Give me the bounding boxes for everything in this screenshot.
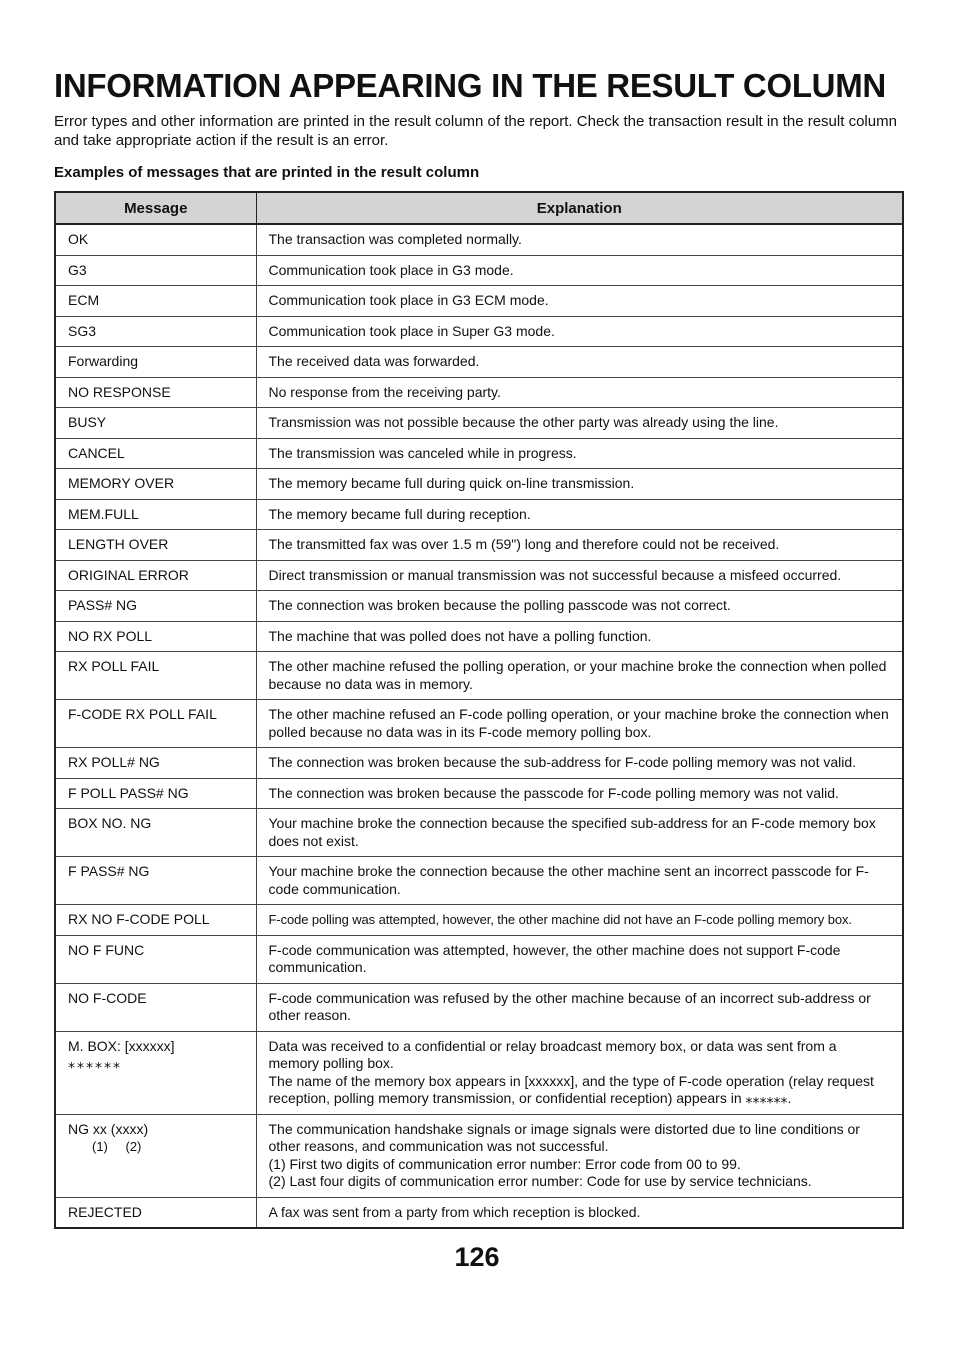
table-row: [55, 347, 903, 378]
explanation-cell: [256, 408, 903, 439]
explanation-text: The machine that was polled does not have a polling function.: [268, 627, 652, 644]
explanation-cell: [256, 286, 903, 317]
header-message: Message: [55, 192, 256, 224]
message-cell: [55, 652, 256, 700]
message-text: F POLL PASS# NG: [68, 784, 189, 801]
table-row: [55, 408, 903, 439]
page-number: 126: [454, 1242, 500, 1272]
explanation-cell: [256, 935, 903, 983]
message-text: NO RX POLL: [68, 627, 153, 644]
message-text: BOX NO. NG: [68, 815, 152, 831]
explanation-cell: [256, 591, 903, 622]
explanation-text: Communication took place in G3 ECM mode.: [268, 292, 549, 308]
table-row: [55, 224, 903, 255]
table-row: [55, 935, 903, 983]
explanation-text: F-code communication was attempted, however, the other machine does not support F-code communication.: [268, 941, 841, 975]
table-row: [55, 438, 903, 469]
message-text: M. BOX: [xxxxxx]: [68, 1037, 175, 1054]
message-text: NG xx (xxxx): [68, 1120, 149, 1137]
table-row: [55, 1114, 903, 1197]
header-explanation: Explanation: [256, 192, 903, 224]
message-cell: [55, 377, 256, 408]
explanation-cell: [256, 316, 903, 347]
message-extra: (1) (2): [92, 1139, 142, 1154]
table-row: [55, 905, 903, 936]
explanation-text: Your machine broke the connection because the specified sub-address for an F-code memory box does not exist.: [268, 815, 876, 849]
message-extra: ⁎⁎⁎⁎⁎⁎: [68, 1055, 122, 1071]
table-row: [55, 621, 903, 652]
explanation-cell: [256, 905, 903, 936]
explanation-text: F-code communication was refused by the other machine because of an incorrect sub-address or other reason.: [268, 989, 871, 1023]
intro-paragraph: Error types and other information are printed in the result column of the report. Check the transaction result in the result column and take appropriate action if the result is an error.: [54, 113, 897, 149]
table-row: [55, 700, 903, 748]
explanation-text: The transmitted fax was over 1.5 m (59") long and therefore could not be received.: [268, 536, 780, 552]
message-text: F PASS# NG: [68, 863, 150, 879]
explanation-cell: [256, 1197, 903, 1228]
explanation-text: The name of the memory box appears in [xxxxxx], and the type of F-code operation (relay request reception, polling memory transmission, or confidential reception) appears in ⁎⁎⁎⁎⁎⁎.: [268, 1072, 874, 1106]
table-row: [55, 1197, 903, 1228]
message-cell: [55, 286, 256, 317]
message-text: RX POLL# NG: [68, 754, 160, 770]
explanation-text: (1) First two digits of communication error number: Error code from 00 to 99.: [268, 1155, 741, 1172]
explanation-cell: [256, 347, 903, 378]
message-cell: [55, 935, 256, 983]
table-row: [55, 499, 903, 530]
message-text: RX POLL FAIL: [68, 658, 160, 674]
explanation-text: The transaction was completed normally.: [268, 231, 522, 247]
message-text: G3: [68, 261, 87, 278]
explanation-cell: [256, 255, 903, 286]
message-cell: [55, 1031, 256, 1114]
explanation-text: The connection was broken because the sub-address for F-code polling memory was not valid.: [268, 754, 857, 770]
message-text: ECM: [68, 292, 100, 308]
explanation-cell: [256, 1031, 903, 1114]
explanation-cell: [256, 857, 903, 905]
result-messages-table: [54, 191, 904, 1229]
message-cell: [55, 560, 256, 591]
explanation-text: The other machine refused an F-code polling operation, or your machine broke the connection when polled because no data was in its F-code memory polling box.: [268, 706, 889, 740]
explanation-text: No response from the receiving party.: [268, 383, 501, 400]
message-text: ORIGINAL ERROR: [68, 566, 189, 583]
explanation-text: Transmission was not possible because the other party was already using the line.: [268, 414, 779, 430]
message-cell: [55, 438, 256, 469]
explanation-text: The transmission was canceled while in progress.: [268, 444, 577, 461]
message-cell: [55, 530, 256, 561]
explanation-cell: [256, 983, 903, 1031]
message-text: OK: [68, 231, 89, 247]
explanation-cell: [256, 469, 903, 500]
message-text: F-CODE RX POLL FAIL: [68, 706, 217, 722]
table-row: [55, 316, 903, 347]
table-row: [55, 255, 903, 286]
message-text: LENGTH OVER: [68, 536, 169, 552]
table-row: [55, 286, 903, 317]
message-text: NO RESPONSE: [68, 383, 171, 400]
message-text: CANCEL: [68, 444, 125, 461]
page-title: INFORMATION APPEARING IN THE RESULT COLUMN: [54, 67, 886, 104]
explanation-text: The connection was broken because the polling passcode was not correct.: [268, 597, 731, 613]
message-cell: [55, 983, 256, 1031]
message-cell: [55, 1114, 256, 1197]
table-row: [55, 530, 903, 561]
explanation-cell: [256, 652, 903, 700]
message-cell: [55, 255, 256, 286]
explanation-text: The communication handshake signals or image signals were distorted due to line conditions or other reasons, and communication was not successful.: [268, 1120, 860, 1154]
explanation-text: Data was received to a confidential or relay broadcast memory box, or data was sent from a memory polling box.: [268, 1037, 837, 1071]
message-cell: [55, 778, 256, 809]
explanation-text: Communication took place in G3 mode.: [268, 261, 514, 278]
message-cell: [55, 700, 256, 748]
message-cell: [55, 316, 256, 347]
message-cell: [55, 347, 256, 378]
message-text: MEMORY OVER: [68, 475, 175, 491]
message-text: NO F-CODE: [68, 989, 147, 1006]
explanation-text: The memory became full during quick on-line transmission.: [268, 475, 635, 491]
explanation-cell: [256, 438, 903, 469]
message-text: Forwarding: [68, 353, 139, 369]
table-row: [55, 469, 903, 500]
table-row: [55, 377, 903, 408]
message-text: MEM.FULL: [68, 505, 139, 522]
message-cell: [55, 1197, 256, 1228]
table-row: [55, 748, 903, 779]
message-text: SG3: [68, 322, 97, 339]
explanation-cell: [256, 377, 903, 408]
table-body: [55, 224, 903, 1228]
explanation-cell: [256, 560, 903, 591]
explanation-cell: [256, 700, 903, 748]
explanation-text: A fax was sent from a party from which reception is blocked.: [268, 1203, 641, 1220]
message-cell: [55, 621, 256, 652]
explanation-cell: [256, 621, 903, 652]
message-cell: [55, 591, 256, 622]
explanation-text: The other machine refused the polling operation, or your machine broke the connection when polled because no data was in memory.: [268, 658, 887, 692]
explanation-text: F-code polling was attempted, however, the other machine did not have an F-code polling memory box.: [268, 912, 852, 927]
message-cell: [55, 469, 256, 500]
message-cell: [55, 905, 256, 936]
explanation-text: (2) Last four digits of communication error number: Code for use by service technicians.: [268, 1173, 812, 1189]
table-row: [55, 560, 903, 591]
explanation-text: Your machine broke the connection because the other machine sent an incorrect passcode for F-code communication.: [268, 863, 869, 897]
explanation-cell: [256, 224, 903, 255]
explanation-text: Communication took place in Super G3 mode.: [268, 322, 555, 339]
table-row: [55, 809, 903, 857]
table-caption: Examples of messages that are printed in the result column: [54, 164, 480, 181]
table-row: [55, 778, 903, 809]
table-row: [55, 1031, 903, 1114]
message-cell: [55, 499, 256, 530]
explanation-cell: [256, 748, 903, 779]
table-header-row: [55, 192, 903, 224]
message-cell: [55, 224, 256, 255]
explanation-cell: [256, 499, 903, 530]
table-row: [55, 652, 903, 700]
message-cell: [55, 748, 256, 779]
message-text: BUSY: [68, 414, 107, 430]
message-text: PASS# NG: [68, 597, 137, 613]
message-cell: [55, 809, 256, 857]
explanation-cell: [256, 530, 903, 561]
message-text: NO F FUNC: [68, 941, 145, 958]
explanation-cell: [256, 1114, 903, 1197]
table-row: [55, 857, 903, 905]
explanation-text: The connection was broken because the passcode for F-code polling memory was not valid.: [268, 784, 839, 801]
explanation-text: The received data was forwarded.: [268, 353, 480, 369]
explanation-cell: [256, 778, 903, 809]
table-row: [55, 591, 903, 622]
message-cell: [55, 408, 256, 439]
explanation-cell: [256, 809, 903, 857]
message-text: REJECTED: [68, 1203, 142, 1220]
message-text: RX NO F-CODE POLL: [68, 911, 210, 927]
explanation-text: Direct transmission or manual transmission was not successful because a misfeed occurred.: [268, 566, 842, 583]
message-cell: [55, 857, 256, 905]
explanation-text: The memory became full during reception.: [268, 505, 531, 522]
document-page: [54, 66, 902, 1229]
table-row: [55, 983, 903, 1031]
